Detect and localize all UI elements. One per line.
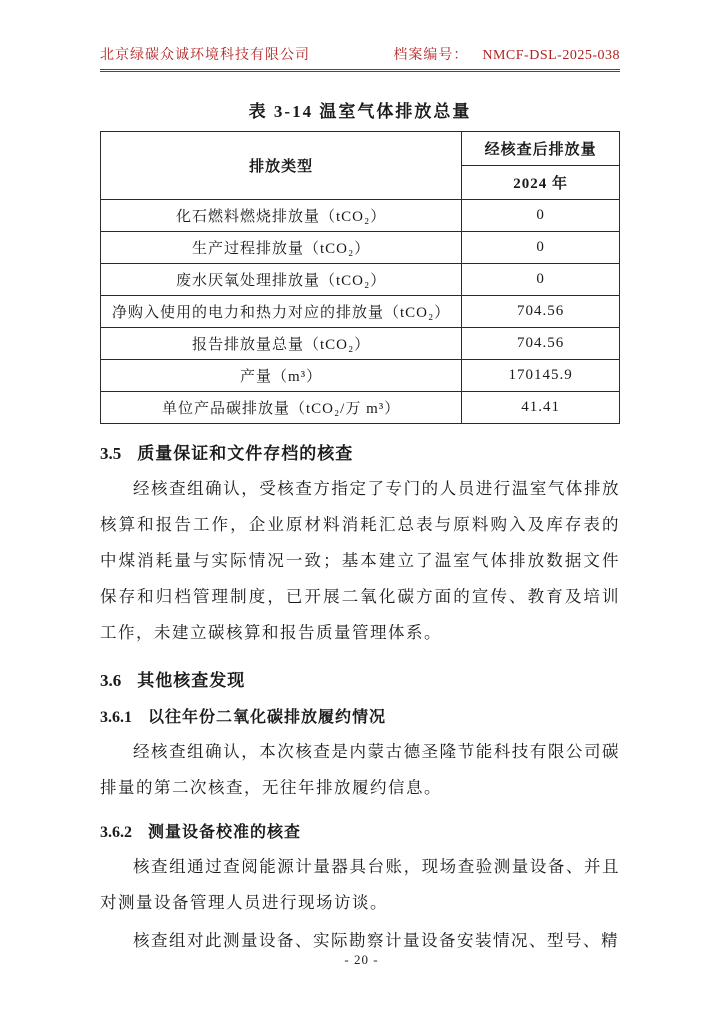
section-title: 质量保证和文件存档的核查 [137,444,354,463]
company-name: 北京绿碳众诚环境科技有限公司 [100,48,310,63]
col-header-type: 排放类型 [101,132,462,200]
section-title: 以往年份二氧化碳排放履约情况 [148,709,387,726]
table-row [101,328,620,360]
paragraph-3-6-2b: 核查组对此测量设备、实际勘察计量设备安装情况、型号、精 [133,931,619,950]
row-label: 废水厌氧处理排放量（tCO₂） [101,264,462,296]
archive-number-group [393,44,620,64]
table-row [101,360,620,392]
row-value: 0 [462,232,620,264]
row-value: 704.56 [462,296,620,328]
row-label: 生产过程排放量（tCO₂） [101,232,462,264]
paragraph-3-6-2a: 核查组通过查阅能源计量器具台账，现场查验测量设备、并且对测量设备管理人员进行现场访谈。 [100,857,620,912]
section-heading-3-6-1 [100,704,620,727]
section-number: 3.6 [100,671,122,690]
paragraph-3-5: 经核查组确认，受核查方指定了专门的人员进行温室气体排放核算和报告工作，企业原材料消耗汇总表与原料购入及库存表的中煤消耗量与实际情况一致；基本建立了温室气体排放数据文件保存和归档管理制度，已开展二氧化碳方面的宣传、教育及培训工作，未建立碳核算和报告质量管理体系。 [100,479,620,642]
col-header-verified: 经核查后排放量 [462,132,620,166]
table-row [101,296,620,328]
section-title: 其他核查发现 [137,671,246,690]
page-header [100,44,620,72]
col-header-year: 2024 年 [462,166,620,200]
table-caption: 表 3-14 温室气体排放总量 [248,102,472,121]
section-number: 3.6.2 [100,824,132,841]
row-value: 41.41 [462,392,620,424]
emission-table-body [101,200,620,424]
row-label: 单位产品碳排放量（tCO₂/万 m³） [101,392,462,424]
row-value: 0 [462,264,620,296]
section-heading-3-6 [100,666,620,691]
row-value: 0 [462,200,620,232]
table-row [101,392,620,424]
table-row [101,200,620,232]
section-number: 3.6.1 [100,709,132,726]
table-row [101,232,620,264]
paragraph-3-6-1: 经核查组确认，本次核查是内蒙古德圣隆节能科技有限公司碳排量的第二次核查，无往年排放履约信息。 [100,742,620,797]
section-heading-3-6-2 [100,819,620,842]
page-number: - 20 - [344,952,379,967]
section-title: 测量设备校准的核查 [148,824,302,841]
table-row [101,264,620,296]
row-value: 170145.9 [462,360,620,392]
emission-table [100,131,620,424]
row-label: 报告排放量总量（tCO₂） [101,328,462,360]
archive-number: NMCF-DSL-2025-038 [482,48,620,63]
section-number: 3.5 [100,444,122,463]
row-label: 化石燃料燃烧排放量（tCO₂） [101,200,462,232]
section-heading-3-5 [100,439,620,464]
emission-table-head [101,132,620,200]
row-label: 产量（m³） [101,360,462,392]
archive-label: 档案编号： [393,48,469,63]
row-label: 净购入使用的电力和热力对应的排放量（tCO₂） [101,296,462,328]
row-value: 704.56 [462,328,620,360]
